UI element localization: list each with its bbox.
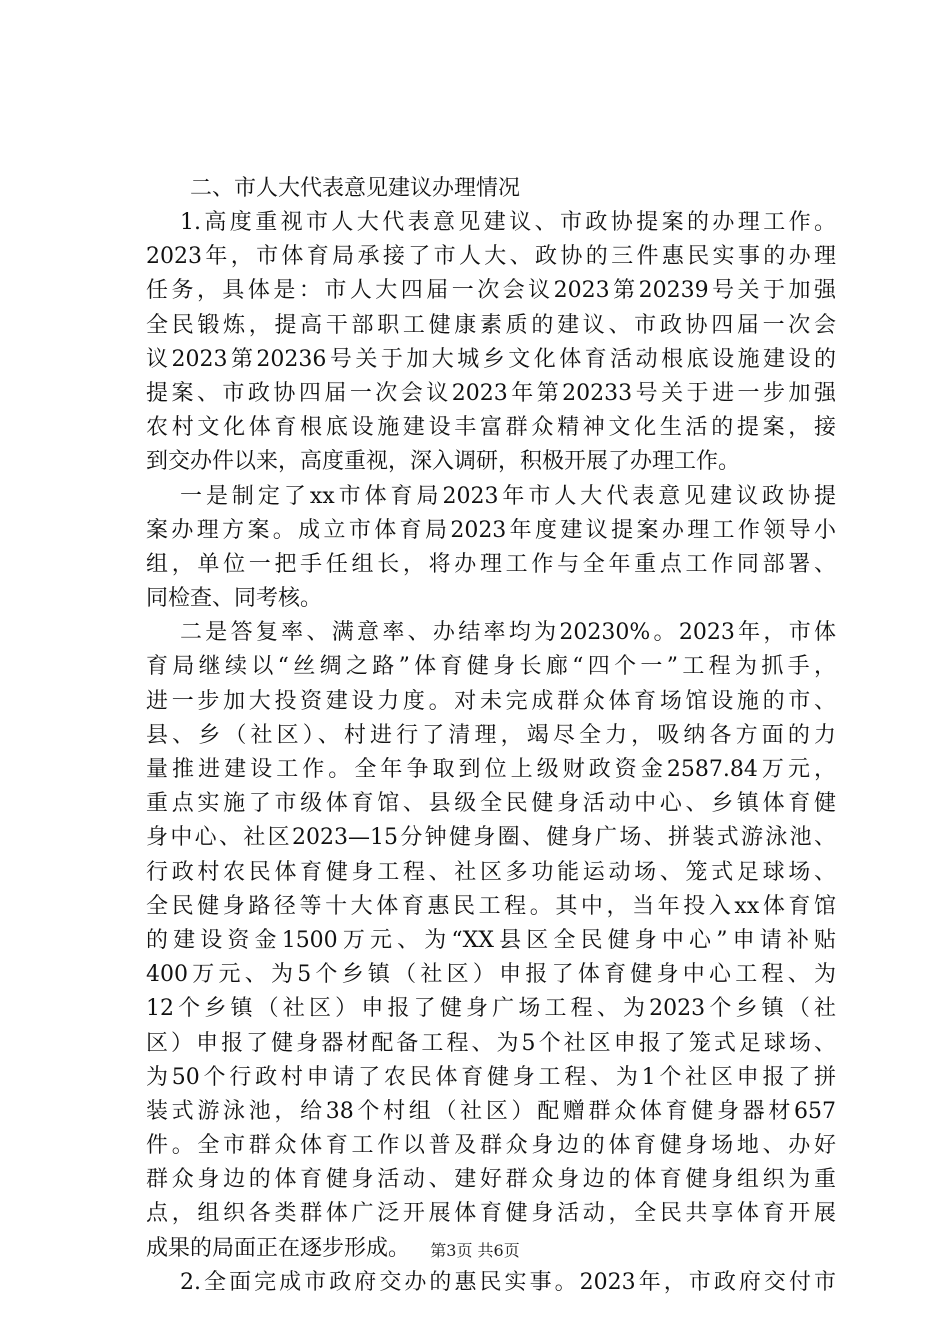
section-heading: 二、市人大代表意见建议办理情况 [190,176,521,201]
text-line: 二是答复率、满意率、办结率均为20230%。2023年，市体 [180,620,836,646]
text-line: 量推进建设工作。全年争取到位上级财政资金2587.84万元， [146,757,836,782]
paragraph-3 [146,616,836,1266]
text-line: 2023年，市体育局承接了市人大、政协的三件惠民实事的办理 [146,244,836,270]
document-body [146,172,836,1300]
text-line: 议2023第20236号关于加大城乡文化体育活动根底设施建设的 [146,346,836,372]
text-line: 件。全市群众体育工作以普及群众身边的体育健身场地、办好 [146,1133,836,1159]
text-line: 12个乡镇（社区）申报了健身广场工程、为2023个乡镇（社 [146,996,836,1022]
paragraph-4 [146,1266,836,1300]
text-line: 1.高度重视市人大代表意见建议、市政协提案的办理工作。 [180,210,836,235]
text-line: 育局继续以“丝绸之路”体育健身长廊“四个一”工程为抓手， [146,654,836,680]
text-line: 身中心、社区2023—15分钟健身圈、健身广场、拼装式游泳池、 [146,825,836,851]
text-line: 行政村农民体育健身工程、社区多功能运动场、笼式足球场、 [146,859,836,885]
text-line: 提案、市政协四届一次会议2023年第20233号关于进一步加强 [146,380,836,406]
text-line: 为50个行政村申请了农民体育健身工程、为1个社区申报了拼 [146,1064,836,1090]
text-line: 的建设资金1500万元、为“XX县区全民健身中心”申请补贴 [146,927,836,953]
text-line: 案办理方案。成立市体育局2023年度建议提案办理工作领导小 [146,517,836,543]
text-line: 县、乡（社区）、村进行了清理，竭尽全力，吸纳各方面的力 [146,722,836,748]
text-line: 区）申报了健身器材配备工程、为5个社区申报了笼式足球场、 [146,1030,836,1056]
text-line: 400万元、为5个乡镇（社区）申报了体育健身中心工程、为 [146,962,836,988]
text-line: 成果的局面正在逐步形成。 [146,1235,411,1261]
text-line: 2.全面完成市政府交办的惠民实事。2023年，市政府交付市 [180,1269,836,1295]
text-line: 进一步加大投资建设力度。对未完成群众体育场馆设施的市、 [146,688,836,714]
text-line: 装式游泳池，给38个村组（社区）配赠群众体育健身器材657 [146,1098,836,1124]
text-line: 全民健身路径等十大体育惠民工程。其中，当年投入xx体育馆 [146,893,836,919]
text-line: 全民锻炼，提高干部职工健康素质的建议、市政协四届一次会 [146,312,836,338]
page-number-footer: 第3页 共6页 [430,1241,520,1260]
text-line: 农村文化体育根底设施建设丰富群众精神文化生活的提案，接 [146,415,836,441]
text-line: 重点实施了市级体育馆、县级全民健身活动中心、乡镇体育健 [146,791,836,817]
text-line: 到交办件以来，高度重视，深入调研，积极开展了办理工作。 [146,449,741,475]
text-line: 点，组织各类群体广泛开展体育健身活动，全民共享体育开展 [146,1201,836,1227]
text-line: 一是制定了xx市体育局2023年市人大代表意见建议政协提 [180,483,836,509]
paragraph-2 [146,480,836,617]
text-line: 同检查、同考核。 [146,586,323,612]
text-line: 任务，具体是：市人大四届一次会议2023第20239号关于加强 [146,278,836,304]
text-line: 组，单位一把手任组长，将办理工作与全年重点工作同部署、 [146,551,836,577]
paragraph-1 [146,206,836,480]
text-line: 群众身边的体育健身活动、建好群众身边的体育健身组织为重 [146,1167,836,1193]
